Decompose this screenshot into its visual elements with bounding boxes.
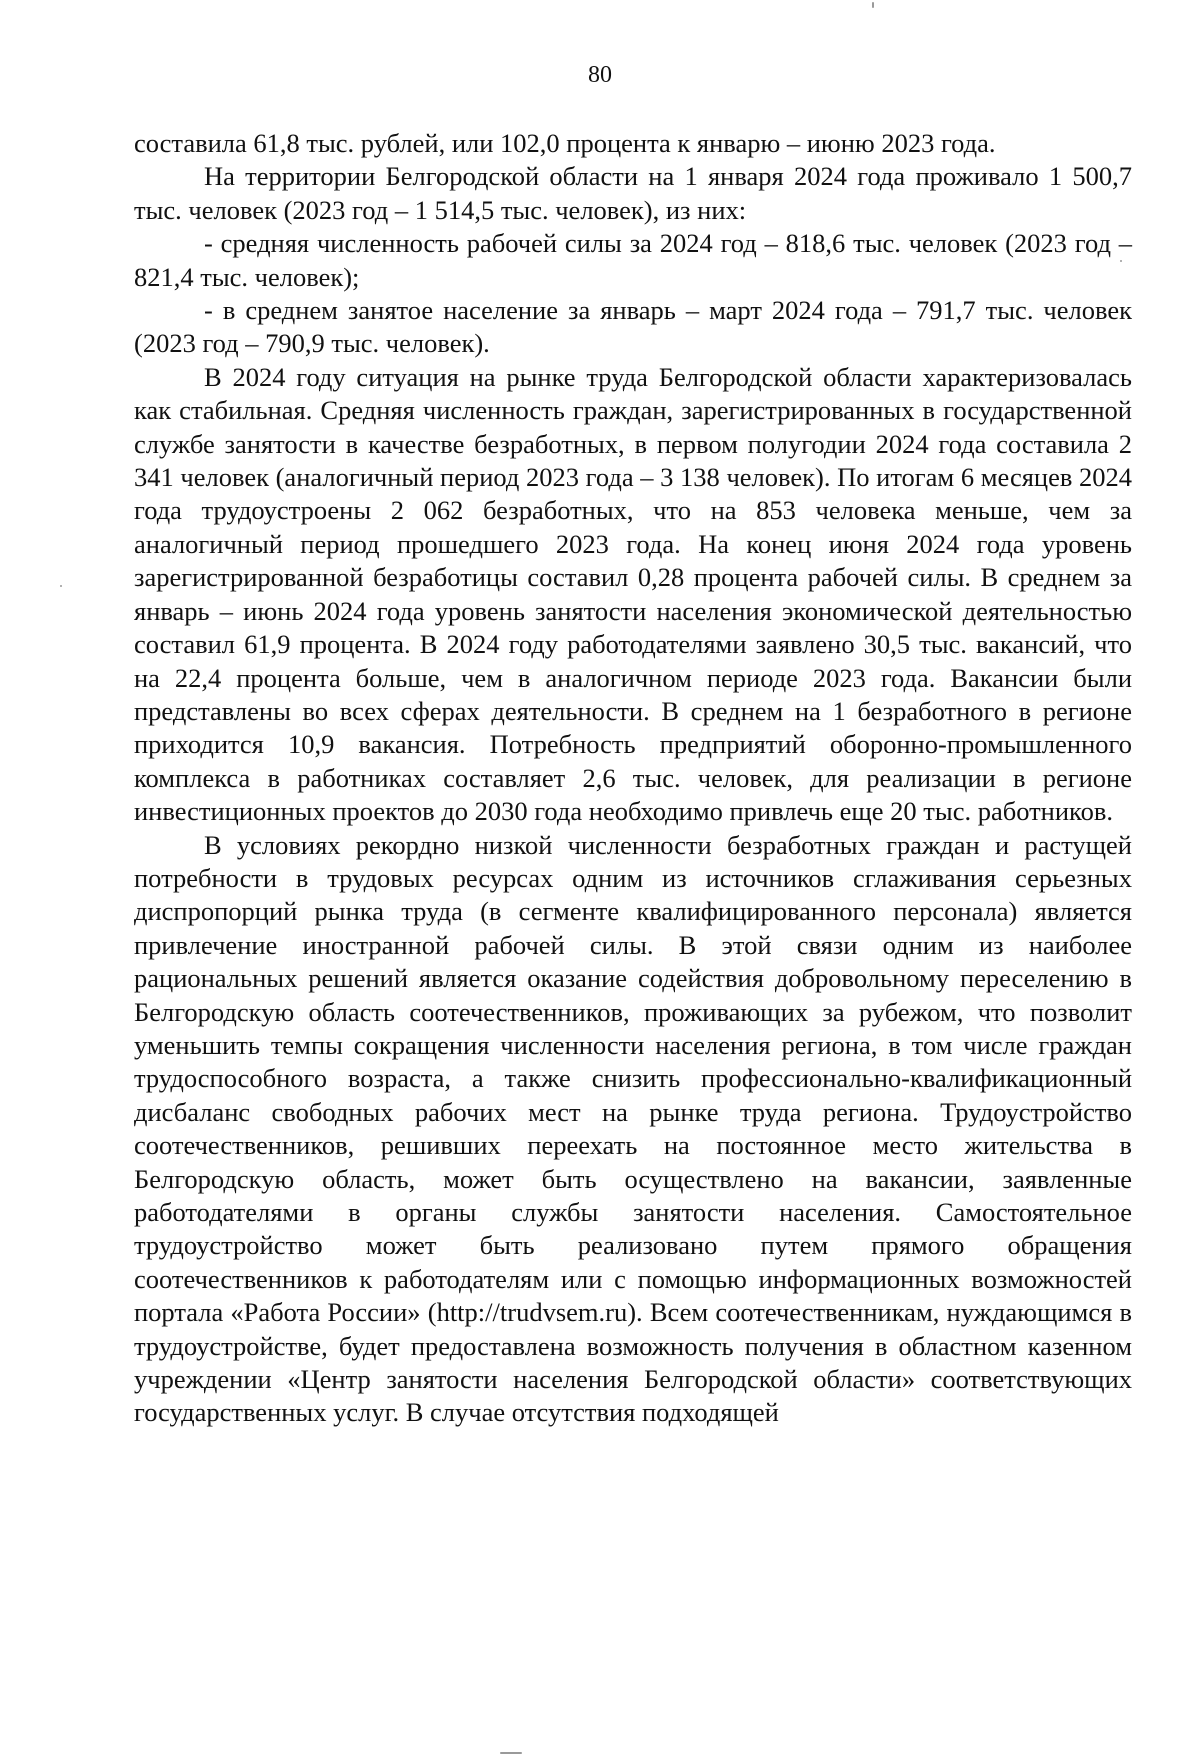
paragraph: - средняя численность рабочей силы за 2024 год – 818,6 тыс. человек (2023 год – 821,4 тыс. человек); <box>134 228 1132 292</box>
paragraph: В 2024 году ситуация на рынке труда Белгородской области характеризовалась как стабильная. Средняя численность граждан, зарегистрированных в государственной службе занятости в качестве безработных, в первом полугодии 2024 года составила 2 341 человек (аналогичный период 2023 года – 3 138 человек). По итогам 6 месяцев 2024 года трудоустроены 2 062 безработных, что на 853 человека меньше, чем за аналогичный период прошедшего 2023 года. На конец июня 2024 года уровень зарегистрированной безработицы составил 0,28 процента рабочей силы. В среднем за январь – июнь 2024 года уровень занятости населения экономической деятельностью составил 61,9 процента. В 2024 году работодателями заявлено 30,5 тыс. вакансий, что на 22,4 процента больше, чем в аналогичном периоде 2023 года. Вакансии были представлены во всех сферах деятельности. В среднем на 1 безработного в регионе приходится 10,9 вакансия. Потребность предприятий оборонно-промышленного комплекса в работниках составляет 2,6 тыс. человек, для реализации в регионе инвестиционных проектов до 2030 года необходимо привлечь еще 20 тыс. работников. <box>134 361 1132 827</box>
scan-speck <box>500 1752 522 1754</box>
paragraph: составила 61,8 тыс. рублей, или 102,0 процента к январю – июню 2023 года. <box>134 128 996 158</box>
scan-speck <box>60 585 62 587</box>
paragraph: В условиях рекордно низкой численности безработных граждан и растущей потребности в трудовых ресурсах одним из источников сглаживания серьезных диспропорций рынка труда (в сегменте квалифицированного персонала) является привлечение иностранной рабочей силы. В этой связи одним из наиболее рациональных решений является оказание содействия добровольному переселению в Белгородскую область соотечественников, проживающих за рубежом, что позволит уменьшить темпы сокращения численности населения региона, в том числе граждан трудоспособного возраста, а также снизить профессионально-квалификационный дисбаланс свободных рабочих мест на рынке труда региона. Трудоустройство соотечественников, решивших переехать на постоянное место жительства в Белгородскую область, может быть осуществлено на вакансии, заявленные работодателями в органы службы занятости населения. Самостоятельное трудоустройство может быть реализовано путем прямого обращения соотечественников к работодателям или с помощью информационных возможностей портала «Работа России» (http://trudvsem.ru). Всем соотечественникам, нуждающимся в трудоустройстве, будет предоставлена возможность получения в областном казенном учреждении «Центр занятости населения Белгородской области» соответствующих государственных услуг. В случае отсутствия подходящей <box>134 829 1132 1428</box>
document-body <box>134 127 1132 1430</box>
paragraph: - в среднем занятое население за январь – март 2024 года – 791,7 тыс. человек (2023 год – 790,9 тыс. человек). <box>134 295 1132 359</box>
paragraph: На территории Белгородской области на 1 января 2024 года проживало 1 500,7 тыс. человек (2023 год – 1 514,5 тыс. человек), из них: <box>134 161 1132 225</box>
page-number: 80 <box>588 62 612 88</box>
scan-speck <box>872 2 874 8</box>
